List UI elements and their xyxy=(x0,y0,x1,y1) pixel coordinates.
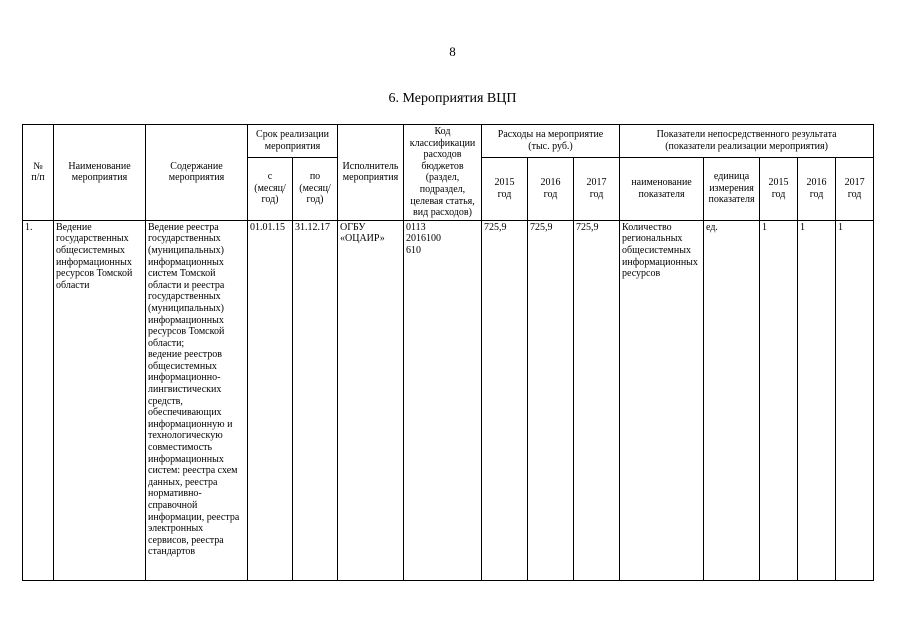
header-row-1 xyxy=(23,125,874,158)
cell-from: 01.01.15 xyxy=(248,220,293,580)
header-content: Содержание мероприятия xyxy=(146,125,248,221)
activities-table xyxy=(22,124,874,581)
header-exp-2017: 2017 год xyxy=(574,157,620,220)
cell-exp-2016: 725,9 xyxy=(528,220,574,580)
header-executor: Исполнитель мероприятия xyxy=(338,125,404,221)
header-ind-2015: 2015 год xyxy=(760,157,798,220)
header-ind-2016: 2016 год xyxy=(798,157,836,220)
header-ind-unit: единица измерения показателя xyxy=(704,157,760,220)
header-period-from: с (месяц/ год) xyxy=(248,157,293,220)
cell-ind-name: Количество региональных общесистемных информационных ресурсов xyxy=(620,220,704,580)
header-ind-2017: 2017 год xyxy=(836,157,874,220)
header-name: Наименование мероприятия xyxy=(54,125,146,221)
cell-to: 31.12.17 xyxy=(293,220,338,580)
cell-name: Ведение государственных общесистемных информационных ресурсов Томской области xyxy=(54,220,146,580)
page-number: 8 xyxy=(449,44,456,59)
cell-exp-2015: 725,9 xyxy=(482,220,528,580)
cell-content: Ведение реестра государственных (муниципальных) информационных систем Томской области и реестра государственных (муниципальных) информационных ресурсов Томской области; ведение реестров общесистемных информационно-лингвистических средств, обеспечивающих информационную и технологическую совместимость информационных систем: реестра схем данных, реестра нормативно-справочной информации, реестра электронных сервисов, реестра стандартов xyxy=(146,220,248,580)
cell-ind-2016: 1 xyxy=(798,220,836,580)
header-ind-name: наименование показателя xyxy=(620,157,704,220)
header-num: № п/п xyxy=(23,125,54,221)
cell-budget-code: 0113 2016100 610 xyxy=(404,220,482,580)
header-exp-2015: 2015 год xyxy=(482,157,528,220)
cell-executor: ОГБУ «ОЦАИР» xyxy=(338,220,404,580)
cell-ind-unit: ед. xyxy=(704,220,760,580)
cell-exp-2017: 725,9 xyxy=(574,220,620,580)
header-budget-code: Код классификации расходов бюджетов (раздел, подраздел, целевая статья, вид расходов) xyxy=(404,125,482,221)
cell-ind-2017: 1 xyxy=(836,220,874,580)
section-title: 6. Мероприятия ВЦП xyxy=(388,91,517,106)
header-period: Срок реализации мероприятия xyxy=(248,125,338,158)
header-period-to: по (месяц/ год) xyxy=(293,157,338,220)
table-row xyxy=(23,220,874,580)
cell-num: 1. xyxy=(23,220,54,580)
cell-ind-2015: 1 xyxy=(760,220,798,580)
header-exp-2016: 2016 год xyxy=(528,157,574,220)
header-indicators: Показатели непосредственного результата (показатели реализации мероприятия) xyxy=(620,125,874,158)
header-expenses: Расходы на мероприятие (тыс. руб.) xyxy=(482,125,620,158)
